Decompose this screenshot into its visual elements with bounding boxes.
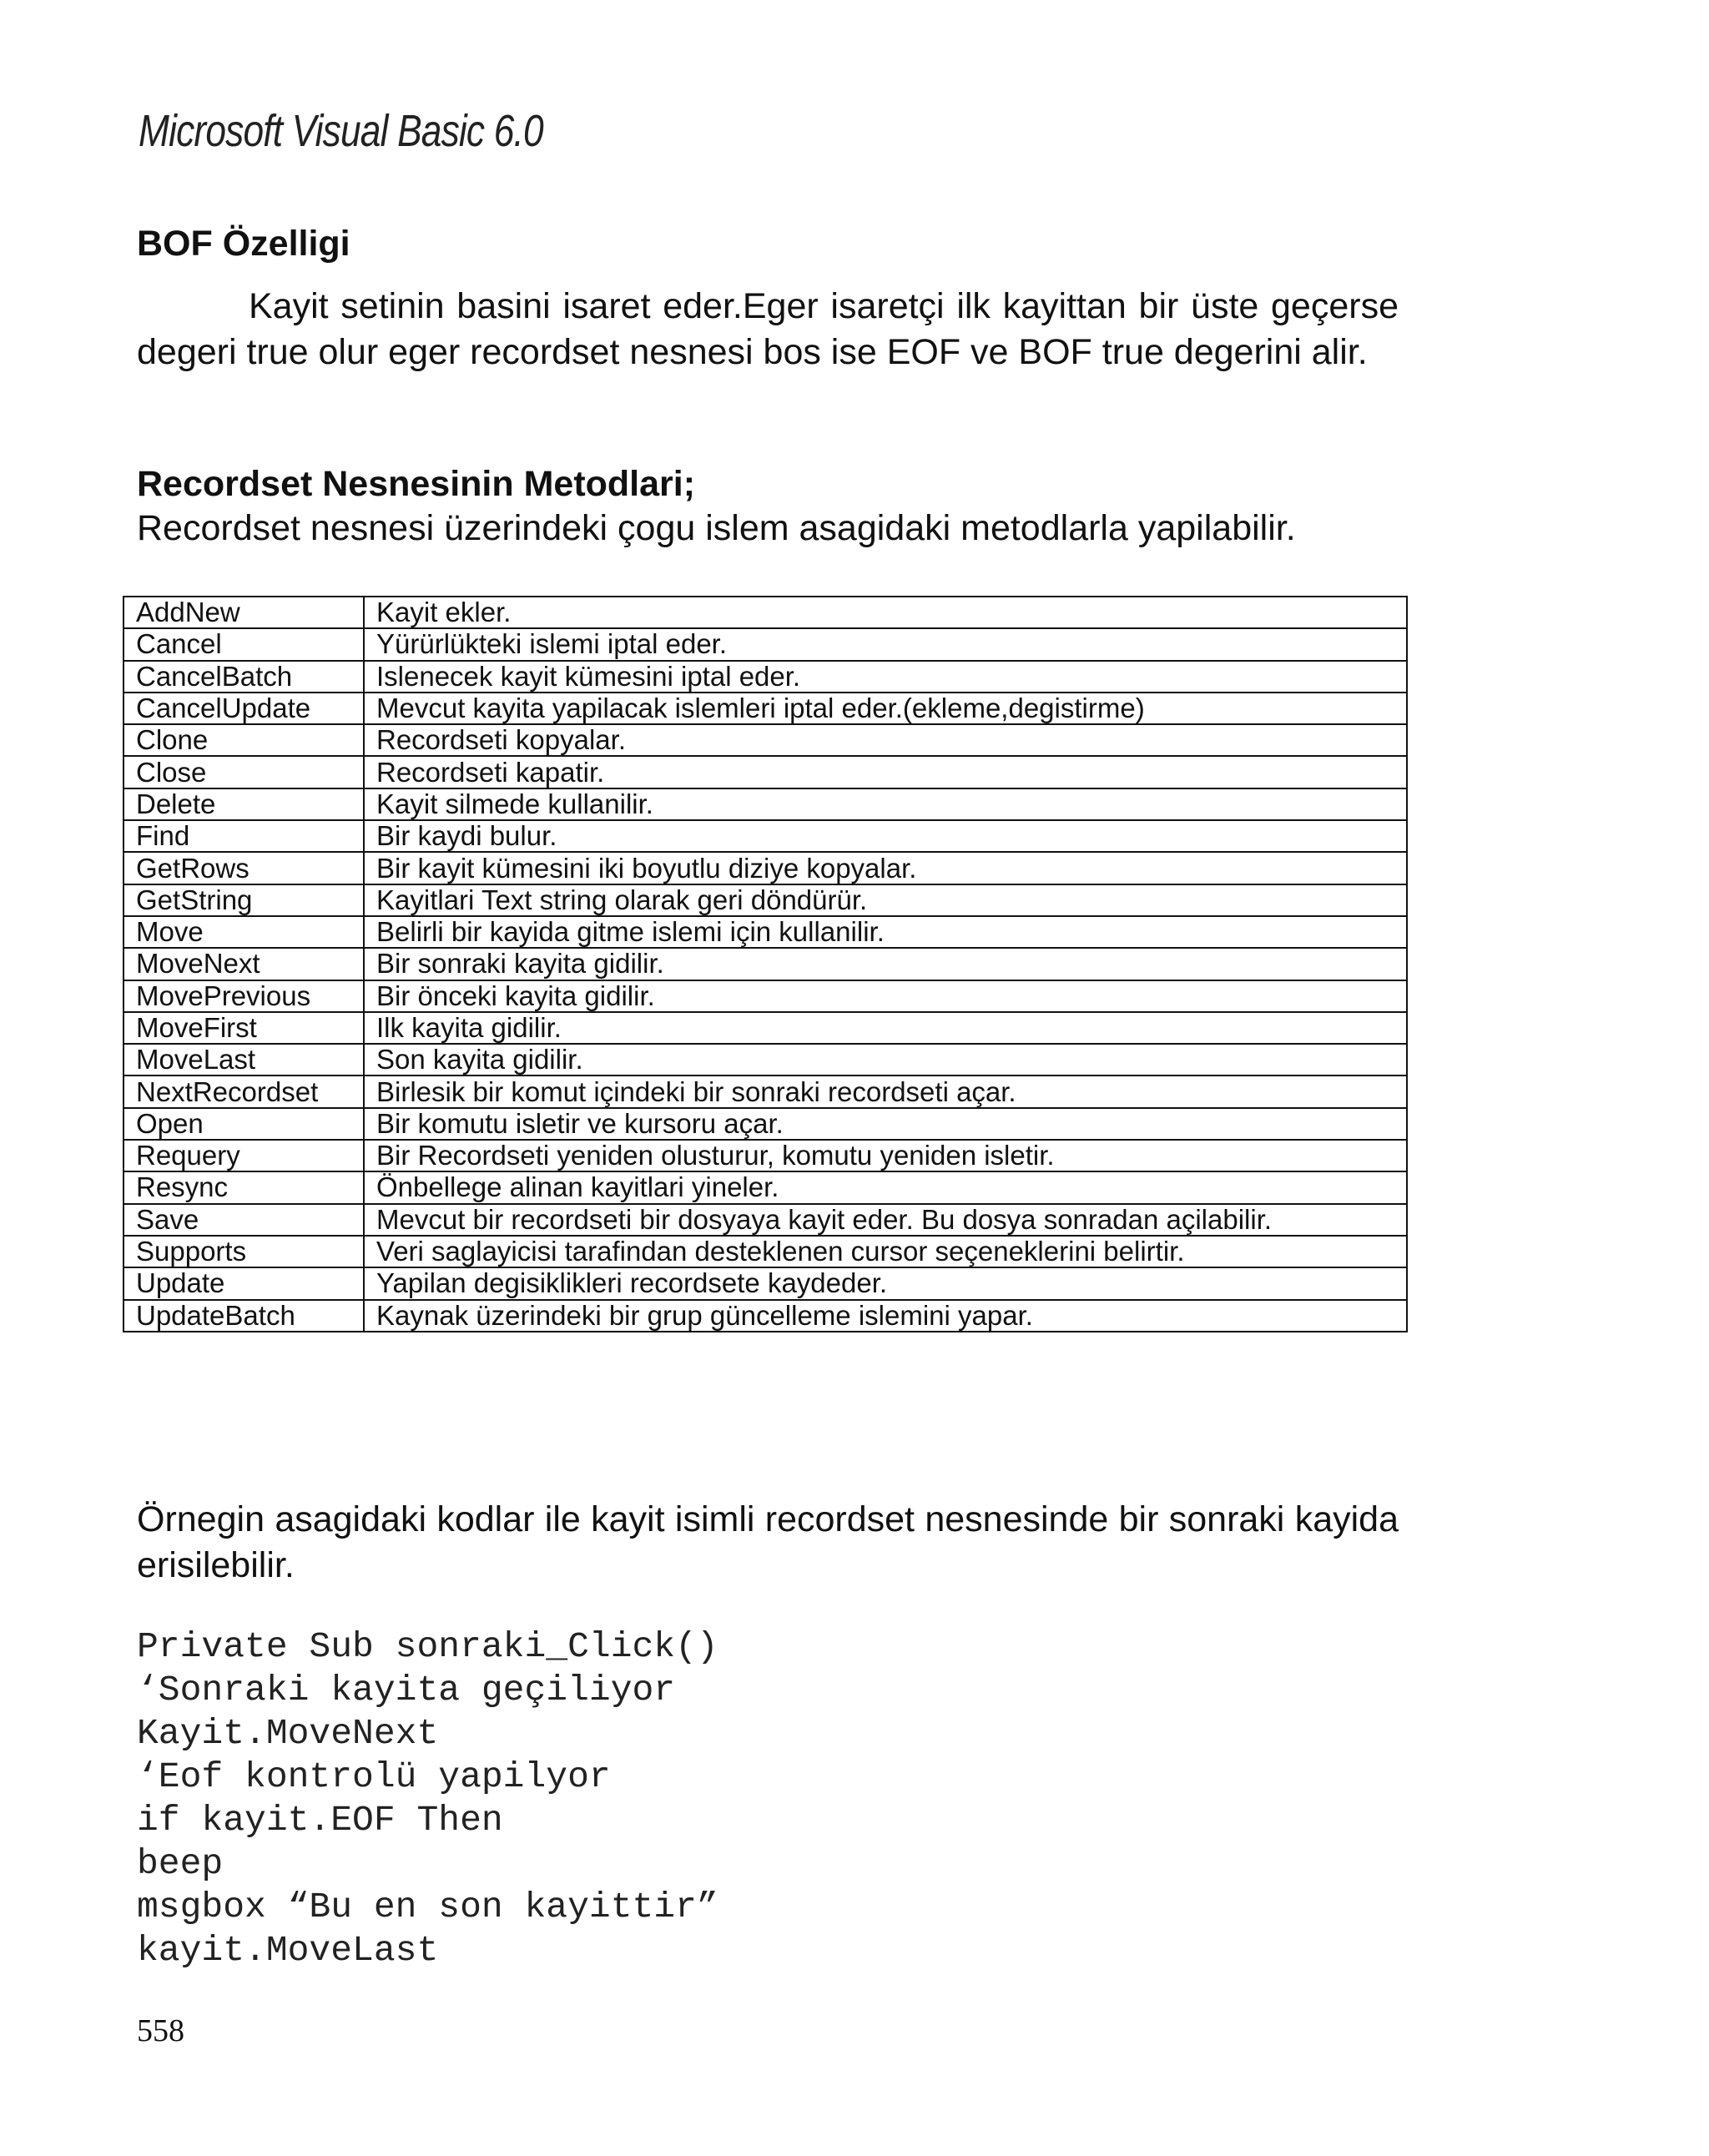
method-description-cell: Kayit ekler.	[364, 597, 1407, 628]
method-name-cell: UpdateBatch	[124, 1300, 364, 1332]
method-name-cell: Requery	[124, 1140, 364, 1171]
method-description-cell: Bir komutu isletir ve kursoru açar.	[364, 1108, 1407, 1140]
code-block	[137, 1625, 718, 1972]
table-row	[124, 724, 1407, 756]
table-row	[124, 1267, 1407, 1299]
method-name-cell: Cancel	[124, 628, 364, 660]
methods-table	[123, 596, 1408, 1332]
table-row	[124, 597, 1407, 628]
method-description-cell: Islenecek kayit kümesini iptal eder.	[364, 661, 1407, 693]
method-description-cell: Bir kaydi bulur.	[364, 820, 1407, 852]
table-row	[124, 693, 1407, 724]
page-number: 558	[137, 2013, 184, 2048]
method-description-cell: Yapilan degisiklikleri recordsete kaydeder.	[364, 1267, 1407, 1299]
method-name-cell: Supports	[124, 1236, 364, 1267]
table-row	[124, 916, 1407, 948]
code-line: beep	[137, 1843, 224, 1884]
table-row	[124, 1044, 1407, 1075]
code-line: Kayit.MoveNext	[137, 1713, 439, 1754]
table-row	[124, 884, 1407, 916]
table-row	[124, 1012, 1407, 1044]
method-description-cell: Mevcut bir recordseti bir dosyaya kayit eder. Bu dosya sonradan açilabilir.	[364, 1204, 1407, 1236]
method-name-cell: Move	[124, 916, 364, 948]
method-description-cell: Bir Recordseti yeniden olusturur, komutu yeniden isletir.	[364, 1140, 1407, 1171]
table-row	[124, 820, 1407, 852]
method-name-cell: MoveFirst	[124, 1012, 364, 1044]
method-name-cell: CancelBatch	[124, 661, 364, 693]
method-name-cell: Close	[124, 756, 364, 788]
table-row	[124, 980, 1407, 1012]
table-row	[124, 628, 1407, 660]
code-line: Private Sub sonraki_Click()	[137, 1626, 718, 1667]
table-row	[124, 1171, 1407, 1203]
table-row	[124, 756, 1407, 788]
method-description-cell: Kaynak üzerindeki bir grup güncelleme islemini yapar.	[364, 1300, 1407, 1332]
table-row	[124, 852, 1407, 884]
code-line: ‘Sonraki kayita geçiliyor	[137, 1670, 676, 1710]
method-name-cell: NextRecordset	[124, 1075, 364, 1107]
method-name-cell: AddNew	[124, 597, 364, 628]
method-description-cell: Bir önceki kayita gidilir.	[364, 980, 1407, 1012]
code-line: if kayit.EOF Then	[137, 1800, 503, 1841]
method-description-cell: Mevcut kayita yapilacak islemleri iptal eder.(ekleme,degistirme)	[364, 693, 1407, 724]
method-name-cell: Update	[124, 1267, 364, 1299]
bof-paragraph: Kayit setinin basini isaret eder.Eger isaretçi ilk kayittan bir üste geçerse degeri true olur eger recordset nesnesi bos ise EOF ve BOF true degerini alir.	[137, 286, 1399, 372]
methods-heading: Recordset Nesnesinin Metodlari;	[137, 464, 696, 504]
table-row	[124, 661, 1407, 693]
table-row	[124, 788, 1407, 820]
method-name-cell: CancelUpdate	[124, 693, 364, 724]
method-description-cell: Recordseti kopyalar.	[364, 724, 1407, 756]
table-row	[124, 1236, 1407, 1267]
bof-heading: BOF Özelligi	[137, 224, 350, 264]
table-row	[124, 1108, 1407, 1140]
method-description-cell: Son kayita gidilir.	[364, 1044, 1407, 1075]
method-description-cell: Veri saglayicisi tarafindan desteklenen cursor seçeneklerini belirtir.	[364, 1236, 1407, 1267]
method-name-cell: Clone	[124, 724, 364, 756]
method-description-cell: Önbellege alinan kayitlari yineler.	[364, 1171, 1407, 1203]
method-description-cell: Birlesik bir komut içindeki bir sonraki recordseti açar.	[364, 1075, 1407, 1107]
method-name-cell: MoveNext	[124, 948, 364, 980]
table-row	[124, 1300, 1407, 1332]
example-paragraph: Örnegin asagidaki kodlar ile kayit isimli recordset nesnesinde bir sonraki kayida erisilebilir.	[137, 1499, 1399, 1585]
table-row	[124, 1140, 1407, 1171]
method-description-cell: Kayit silmede kullanilir.	[364, 788, 1407, 820]
code-line: ‘Eof kontrolü yapilyor	[137, 1756, 611, 1797]
method-description-cell: Bir sonraki kayita gidilir.	[364, 948, 1407, 980]
method-name-cell: Save	[124, 1204, 364, 1236]
method-description-cell: Yürürlükteki islemi iptal eder.	[364, 628, 1407, 660]
method-description-cell: Bir kayit kümesini iki boyutlu diziye kopyalar.	[364, 852, 1407, 884]
method-name-cell: Open	[124, 1108, 364, 1140]
method-name-cell: Find	[124, 820, 364, 852]
method-description-cell: Recordseti kapatir.	[364, 756, 1407, 788]
code-line: kayit.MoveLast	[137, 1930, 439, 1971]
method-name-cell: GetRows	[124, 852, 364, 884]
method-name-cell: Resync	[124, 1171, 364, 1203]
method-name-cell: GetString	[124, 884, 364, 916]
method-description-cell: Kayitlari Text string olarak geri döndürür.	[364, 884, 1407, 916]
method-name-cell: Delete	[124, 788, 364, 820]
method-description-cell: Ilk kayita gidilir.	[364, 1012, 1407, 1044]
code-line: msgbox “Bu en son kayittir”	[137, 1886, 718, 1927]
method-name-cell: MoveLast	[124, 1044, 364, 1075]
method-description-cell: Belirli bir kayida gitme islemi için kullanilir.	[364, 916, 1407, 948]
table-row	[124, 1075, 1407, 1107]
methods-intro: Recordset nesnesi üzerindeki çogu islem asagidaki metodlarla yapilabilir.	[137, 508, 1296, 548]
table-row	[124, 1204, 1407, 1236]
running-header: Microsoft Visual Basic 6.0	[139, 106, 543, 156]
table-row	[124, 948, 1407, 980]
method-name-cell: MovePrevious	[124, 980, 364, 1012]
